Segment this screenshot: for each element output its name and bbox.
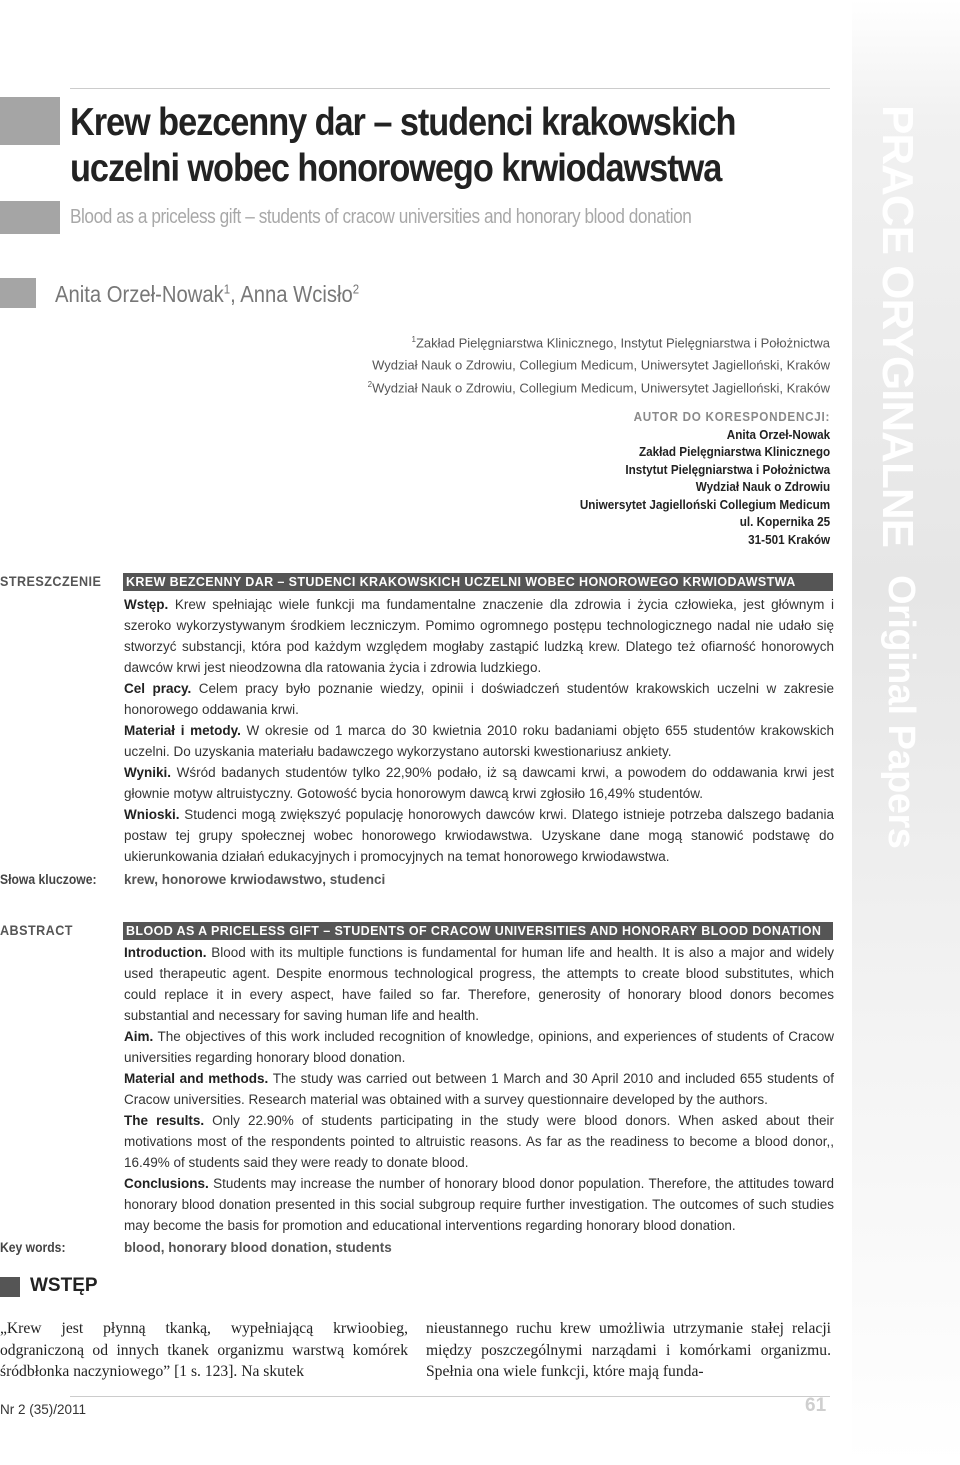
affiliations	[368, 330, 830, 397]
sidebar-category-en: Original Papers	[880, 575, 922, 849]
affiliation-line: $^2$Wydział Nauk o Zdrowiu, Collegium Medicum, Uniwersytet Jagielloński, Kraków	[367, 379, 830, 395]
body-column-left: „Krew jest płynną tkanką, wypełniającą krwioobieg, odgraniczoną od innych tkanek organizmu warstwą komórek śródbłonka naczyniowego” [1 s. 123]. Na skutek	[0, 1320, 408, 1380]
abstract-paragraph: The results. Only 22.90% of students participating in the study were blood donors. When asked about their motivations most of the respondents pointed to altruistic reasons. As far as the readiness to become a blood donor,, 16.49% of students said they were ready to donate blood.	[124, 1113, 834, 1170]
correspondence-line: Wydział Nauk o Zdrowiu	[695, 479, 830, 494]
abstract-paragraph: Wstęp. Krew spełniając wiele funkcji ma fundamentalne znaczenie dla zdrowia i życia człowieka, jest głównym i szeroko wykorzystywanym środkiem leczniczym. Pomimo ogromnego postępu technologicznego nadal nie udało się stworzyć substancji, która pod każdym względem mogłaby zastąpić ludzką krew. Dlatego też ofiarność honorowych dawców krwi jest nieodzowna dla ratowania życia i zdrowia ludzkiego.	[124, 597, 834, 675]
abstract-paragraph: Cel pracy. Celem pracy było poznanie wiedzy, opinii i doświadczeń studentów krakowskich uczelni w zakresie honorowego oddawania krwi.	[124, 681, 834, 717]
article-title: Krew bezcenny dar – studenci krakowskich uczelni wobec honorowego krwiodawstwa	[70, 101, 736, 190]
affiliation-line: $^1$Zakład Pielęgniarstwa Klinicznego, Instytut Pielęgniarstwa i Położnictwa	[411, 335, 830, 351]
footer-rule	[70, 1396, 830, 1397]
streszczenie-title-bar: KREW BEZCENNY DAR – STUDENCI KRAKOWSKICH UCZELNI WOBEC HONOROWEGO KRWIODAWSTWA	[123, 573, 833, 591]
abstract-label: ABSTRACT	[0, 922, 73, 938]
abstract-paragraph: Wnioski. Studenci mogą zwiększyć populację honorowych dawców krwi. Dlatego istnieje potrzeba dalszego badania postaw tej grupy społecznej wobec honorowego krwiodawstwa. Uzyskane dane mogą stanowić podstawę do ukierunkowania działań edukacyjnych i promocyjnych na temat honorowego krwiodawstwa.	[124, 807, 834, 864]
abstract-paragraph: Introduction. Blood with its multiple functions is fundamental for human life and health. It is also a major and widely used therapeutic agent. Despite enormous technological progress, the attempts to create blood substitutes, which could replace it in every aspect, have failed so far. Therefore, generosity of honorary blood donors becomes substantial and necessary for saving human life and health.	[124, 945, 834, 1023]
keywords-label-pl: Słowa kluczowe:	[0, 872, 97, 887]
issue-number: Nr 2 (35)/2011	[0, 1402, 87, 1417]
body-column-right: nieustannego ruchu krew umożliwia utrzymanie stałej relacji między poszczególnymi narządami i komórkami organizmu. Spełnia ona wiele funkcji, które mają funda-	[426, 1320, 831, 1380]
author-affil-ref: 2	[352, 281, 360, 297]
correspondence-line: ul. Kopernika 25	[739, 514, 830, 529]
keywords-label-en: Key words:	[0, 1240, 66, 1255]
keywords-en: blood, honorary blood donation, students	[124, 1240, 392, 1255]
keywords-pl: krew, honorowe krwiodawstwo, studenci	[124, 872, 386, 887]
abstract-paragraph: Wyniki. Wśród badanych studentów tylko 22,90% podało, iż są dawcami krwi, a powodem do oddawania krwi jest głownie motyw altruistyczny. Gotowość bycia honorowym dawcą krwi zgłosiło 16,49% studentów.	[124, 765, 834, 801]
correspondence-line: Uniwersytet Jagielloński Collegium Medicum	[579, 496, 830, 512]
abstract-body	[124, 942, 834, 1236]
author-name: Anita Orzeł-Nowak	[55, 281, 224, 307]
author-affil-ref: 1	[223, 281, 231, 297]
top-rule	[70, 88, 830, 89]
section-marker	[0, 1277, 20, 1297]
abstract-paragraph: Material and methods. The study was carried out between 1 March and 30 April 2010 and included 655 students of Cracow universities. Research material was obtained with a survey questionnaire developed by the authors.	[124, 1071, 835, 1107]
decor-square-2	[0, 201, 60, 234]
article-subtitle: Blood as a priceless gift – students of cracow universities and honorary blood donation	[70, 206, 692, 228]
abstract-paragraph: Conclusions. Students may increase the number of honorary blood donor population. Therefore, the attitudes toward honorary blood donation presented in this social subgroup require further investigation. The outcomes of such studies may become the basis for promotion and educational interventions regarding honorary blood donation.	[124, 1176, 834, 1233]
abstract-title-bar: BLOOD AS A PRICELESS GIFT – STUDENTS OF CRACOW UNIVERSITIES AND HONORARY BLOOD DONATION	[123, 922, 833, 940]
sidebar-category: PRACE ORYGINALNE	[873, 105, 922, 547]
streszczenie-label: STRESZCZENIE	[0, 573, 102, 589]
author-separator: ,	[230, 281, 241, 307]
page-number: 61	[805, 1395, 827, 1416]
correspondence-block	[580, 408, 830, 548]
affiliation-line: Wydział Nauk o Zdrowiu, Collegium Medicum, Uniwersytet Jagielloński, Kraków	[372, 357, 830, 373]
author-list	[55, 281, 359, 308]
correspondence-label: AUTOR DO KORESPONDENCJI:	[633, 409, 830, 424]
correspondence-line: Anita Orzeł-Nowak	[726, 426, 830, 442]
abstract-paragraph: Aim. The objectives of this work included recognition of knowledge, opinions, and experiences of students of Cracow universities regarding honorary blood donation.	[124, 1029, 834, 1065]
author-name: Anna Wcisło	[240, 281, 353, 307]
correspondence-line: Instytut Pielęgniarstwa i Położnictwa	[625, 461, 830, 477]
streszczenie-body	[124, 594, 834, 867]
section-sidebar	[852, 0, 960, 1465]
abstract-paragraph: Materiał i metody. W okresie od 1 marca do 30 kwietnia 2010 roku badaniami objęto 655 studentów krakowskich uczelni. Do uzyskania materiału badawczego wykorzystano autorski kwestionariusz ankiety.	[124, 723, 834, 759]
section-heading: WSTĘP	[30, 1275, 98, 1296]
correspondence-line: 31-501 Kraków	[748, 531, 830, 547]
decor-square-1	[0, 97, 60, 145]
correspondence-line: Zakład Pielęgniarstwa Klinicznego	[638, 444, 830, 459]
decor-square-3	[0, 278, 36, 308]
